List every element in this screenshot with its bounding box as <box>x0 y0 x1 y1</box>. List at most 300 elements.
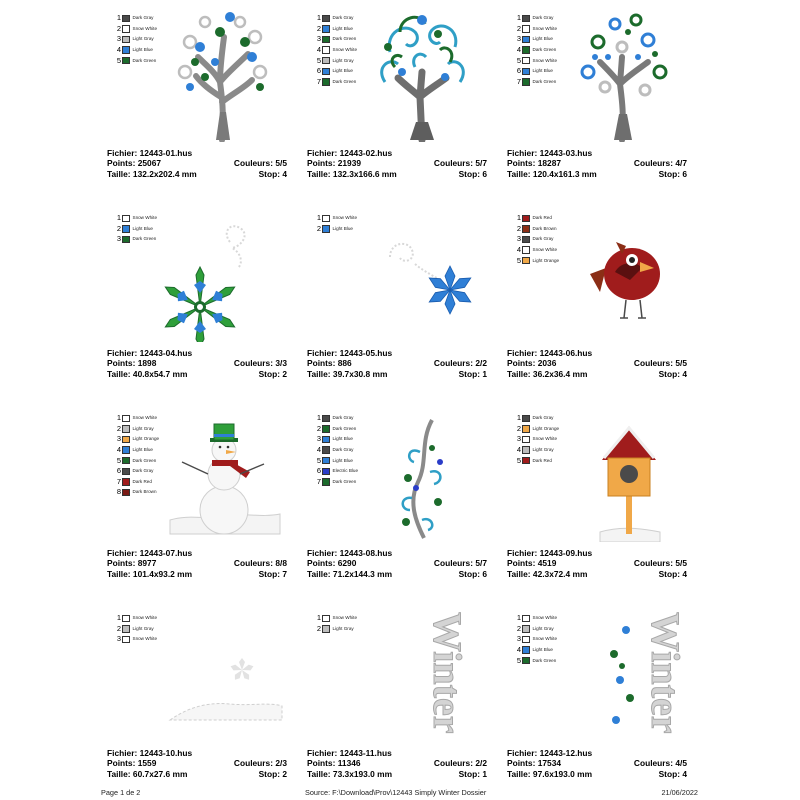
green-snowflake-design-image <box>160 202 290 342</box>
file-name: 12443-08.hus <box>339 548 393 558</box>
thread-color-name: Light Gray <box>532 447 554 453</box>
info-left <box>107 769 187 779</box>
color-swatch <box>522 215 530 223</box>
legend-row <box>514 624 557 635</box>
color-swatch <box>522 636 530 644</box>
info-left <box>307 348 392 358</box>
thread-color-name: Light Blue <box>332 25 353 31</box>
info-left <box>107 558 156 568</box>
info-row <box>507 148 687 158</box>
info-row <box>307 769 487 779</box>
info-row <box>107 358 287 368</box>
info-row <box>307 169 487 179</box>
file-label: Fichier: <box>307 348 340 358</box>
thread-color-name: Dark Gray <box>332 415 354 421</box>
color-swatch <box>522 236 530 244</box>
thread-color-name: Dark Green <box>532 78 557 84</box>
legend-row <box>114 413 159 424</box>
thread-color-name: Light Blue <box>132 447 153 453</box>
file-name: 12443-02.hus <box>339 148 393 158</box>
thread-color-name: Light Gray <box>532 625 554 631</box>
legend-number: 8 <box>116 487 121 497</box>
color-swatch <box>322 625 330 633</box>
snow-mound-design-image <box>160 602 290 742</box>
legend-number: 3 <box>316 434 321 444</box>
thread-legend <box>514 413 559 466</box>
design-card <box>100 400 300 600</box>
file-name: 12443-05.hus <box>339 348 393 358</box>
info-right <box>459 569 487 579</box>
color-swatch <box>522 246 530 254</box>
info-right <box>259 169 287 179</box>
color-swatch <box>322 36 330 44</box>
design-card <box>500 0 700 200</box>
thread-legend <box>514 213 559 266</box>
legend-number: 2 <box>116 423 121 433</box>
cardinal-bird-design-image <box>560 202 690 342</box>
size-label: Taille: <box>307 568 333 579</box>
points-label: Points: <box>307 758 338 769</box>
color-swatch <box>122 436 130 444</box>
legend-number: 3 <box>116 234 121 244</box>
legend-number: 4 <box>316 445 321 455</box>
stop-label: Stop: <box>658 768 683 779</box>
legend-number: 4 <box>516 245 521 255</box>
legend-row <box>514 224 559 235</box>
size-label: Taille: <box>307 368 333 379</box>
thread-color-name: Light Gray <box>132 36 154 42</box>
thread-legend <box>314 13 357 87</box>
thread-color-name: Light Blue <box>532 68 553 74</box>
snowman-design-image <box>160 402 290 542</box>
legend-row <box>314 224 357 235</box>
colors-label: Couleurs: <box>233 358 276 369</box>
thread-color-name: Dark Red <box>132 478 152 484</box>
legend-number: 2 <box>316 623 321 633</box>
legend-number: 3 <box>116 634 121 644</box>
colors-value: 4/5 <box>675 758 687 769</box>
thread-color-name: Light Gray <box>132 425 154 431</box>
info-row <box>307 348 487 358</box>
stop-value: 1 <box>482 768 487 779</box>
colors-value: 5/7 <box>475 158 487 169</box>
color-swatch <box>122 46 130 54</box>
thread-legend <box>114 13 157 66</box>
color-swatch <box>122 15 130 23</box>
color-swatch <box>522 446 530 454</box>
color-swatch <box>122 478 130 486</box>
legend-row <box>514 634 557 645</box>
legend-number: 5 <box>516 655 521 665</box>
points-value: 4519 <box>537 558 557 569</box>
legend-row <box>514 34 557 45</box>
colors-label: Couleurs: <box>233 758 276 769</box>
thread-color-name: Light Blue <box>332 457 353 463</box>
info-left <box>507 548 592 558</box>
legend-number: 1 <box>516 13 521 23</box>
size-value: 39.7x30.8 mm <box>332 368 388 379</box>
points-value: 886 <box>337 358 352 369</box>
file-label: Fichier: <box>307 748 340 758</box>
winter-word-text: Winter <box>643 612 688 734</box>
thread-color-name: Dark Green <box>332 78 357 84</box>
legend-row <box>114 234 157 245</box>
color-swatch <box>122 415 130 423</box>
points-value: 17534 <box>537 758 562 769</box>
info-right <box>459 769 487 779</box>
design-card <box>100 200 300 400</box>
info-left <box>107 169 197 179</box>
points-value: 11346 <box>337 758 361 769</box>
legend-number: 7 <box>116 476 121 486</box>
thread-color-name: Snow White <box>532 615 558 621</box>
color-swatch <box>322 615 330 623</box>
thread-legend <box>314 213 357 234</box>
thread-color-name: Dark Green <box>132 457 157 463</box>
colors-value: 2/2 <box>475 358 487 369</box>
stop-label: Stop: <box>258 168 283 179</box>
legend-row <box>514 445 559 456</box>
points-value: 2036 <box>537 358 557 369</box>
info-row <box>507 158 687 168</box>
birdhouse-design-image <box>560 402 690 542</box>
legend-number: 5 <box>516 255 521 265</box>
colors-value: 5/5 <box>675 558 687 569</box>
color-swatch <box>322 78 330 86</box>
thread-color-name: Snow White <box>532 57 558 63</box>
colors-value: 5/7 <box>475 558 487 569</box>
info-left <box>107 758 156 768</box>
legend-row <box>114 424 159 435</box>
info-right <box>259 369 287 379</box>
legend-row <box>514 655 557 666</box>
color-swatch <box>522 657 530 665</box>
info-left <box>507 169 597 179</box>
design-info <box>107 548 287 579</box>
info-row <box>307 158 487 168</box>
points-label: Points: <box>307 558 338 569</box>
design-info <box>107 748 287 779</box>
info-row <box>507 769 687 779</box>
legend-row <box>314 466 358 477</box>
legend-number: 6 <box>116 466 121 476</box>
thread-color-name: Light Blue <box>132 47 153 53</box>
legend-row <box>514 234 559 245</box>
legend-row <box>114 55 157 66</box>
legend-row <box>114 34 157 45</box>
color-swatch <box>522 57 530 65</box>
thread-legend <box>114 213 157 245</box>
points-label: Points: <box>507 758 538 769</box>
thread-color-name: Light Gray <box>132 625 154 631</box>
stop-label: Stop: <box>658 568 683 579</box>
design-info <box>307 548 487 579</box>
color-swatch <box>522 25 530 33</box>
info-row <box>107 748 287 758</box>
thread-color-name: Light Gray <box>332 57 354 63</box>
color-swatch <box>522 36 530 44</box>
points-value: 25067 <box>137 158 162 169</box>
color-swatch <box>322 46 330 54</box>
info-row <box>107 369 287 379</box>
info-right <box>659 569 687 579</box>
info-row <box>507 758 687 768</box>
info-right <box>434 158 487 168</box>
legend-row <box>514 434 559 445</box>
legend-row <box>514 45 557 56</box>
design-card <box>300 400 500 600</box>
thread-color-name: Snow White <box>332 47 358 53</box>
thread-color-name: Snow White <box>532 247 558 253</box>
color-swatch <box>122 636 130 644</box>
legend-row <box>514 66 557 77</box>
info-row <box>107 148 287 158</box>
stop-value: 7 <box>282 568 287 579</box>
color-swatch <box>322 446 330 454</box>
colors-value: 2/2 <box>475 758 487 769</box>
info-right <box>234 358 287 368</box>
tree-design-image <box>160 2 290 142</box>
points-value: 1898 <box>137 358 157 369</box>
design-info <box>507 548 687 579</box>
legend-row <box>514 613 557 624</box>
color-swatch <box>122 225 130 233</box>
info-left <box>507 369 587 379</box>
legend-row <box>514 645 557 656</box>
legend-number: 2 <box>516 23 521 33</box>
info-row <box>307 558 487 568</box>
thread-color-name: Dark Gray <box>132 15 154 21</box>
thread-color-name: Dark Green <box>332 478 357 484</box>
color-swatch <box>122 36 130 44</box>
legend-number: 3 <box>516 234 521 244</box>
design-info <box>507 748 687 779</box>
legend-row <box>314 34 357 45</box>
thread-legend <box>314 413 358 487</box>
thread-color-name: Snow White <box>332 215 358 221</box>
blue-snowflake-design-image <box>360 202 490 342</box>
info-left <box>307 369 387 379</box>
legend-number: 5 <box>516 455 521 465</box>
info-right <box>634 358 687 368</box>
stop-label: Stop: <box>258 368 283 379</box>
file-name: 12443-01.hus <box>139 148 193 158</box>
info-row <box>107 569 287 579</box>
legend-row <box>314 45 357 56</box>
color-swatch <box>522 436 530 444</box>
footer-page: Page 1 de 2 <box>101 788 141 797</box>
thread-color-name: Dark Gray <box>532 15 554 21</box>
vine-swirl-design-image <box>360 402 490 542</box>
size-value: 132.2x202.4 mm <box>132 168 197 179</box>
stop-label: Stop: <box>658 368 683 379</box>
info-row <box>107 169 287 179</box>
colors-value: 5/5 <box>275 158 287 169</box>
size-value: 71.2x144.3 mm <box>332 568 393 579</box>
size-value: 73.3x193.0 mm <box>332 768 393 779</box>
color-swatch <box>122 625 130 633</box>
points-label: Points: <box>507 158 538 169</box>
winter-snowflakes-design-image <box>560 602 690 742</box>
size-value: 40.8x54.7 mm <box>132 368 188 379</box>
legend-number: 5 <box>516 55 521 65</box>
info-row <box>307 148 487 158</box>
size-label: Taille: <box>507 168 533 179</box>
legend-number: 2 <box>316 223 321 233</box>
color-swatch <box>322 225 330 233</box>
file-label: Fichier: <box>507 548 540 558</box>
thread-color-name: Dark Brown <box>132 489 157 495</box>
colors-label: Couleurs: <box>633 158 676 169</box>
thread-color-name: Snow White <box>132 415 158 421</box>
legend-row <box>114 213 157 224</box>
points-label: Points: <box>107 558 138 569</box>
legend-row <box>114 487 159 498</box>
points-label: Points: <box>507 558 538 569</box>
legend-row <box>514 255 559 266</box>
legend-number: 3 <box>316 34 321 44</box>
info-row <box>107 758 287 768</box>
info-right <box>434 758 487 768</box>
legend-number: 1 <box>516 413 521 423</box>
points-label: Points: <box>107 758 138 769</box>
info-right <box>434 558 487 568</box>
legend-number: 2 <box>316 423 321 433</box>
info-row <box>107 348 287 358</box>
info-left <box>507 769 592 779</box>
legend-number: 1 <box>316 13 321 23</box>
color-swatch <box>122 236 130 244</box>
legend-number: 3 <box>516 34 521 44</box>
legend-row <box>314 13 357 24</box>
design-card <box>500 600 700 800</box>
info-right <box>659 369 687 379</box>
thread-color-name: Dark Gray <box>532 236 554 242</box>
legend-row <box>514 77 557 88</box>
info-left <box>507 758 561 768</box>
file-label: Fichier: <box>107 148 140 158</box>
points-value: 21939 <box>337 158 362 169</box>
stop-label: Stop: <box>458 768 483 779</box>
legend-row <box>314 77 357 88</box>
legend-row <box>114 624 157 635</box>
legend-row <box>514 424 559 435</box>
design-card <box>300 600 500 800</box>
thread-color-name: Dark Red <box>532 457 552 463</box>
info-right <box>659 769 687 779</box>
info-row <box>507 558 687 568</box>
legend-number: 4 <box>116 445 121 455</box>
color-swatch <box>122 215 130 223</box>
legend-row <box>114 224 157 235</box>
stop-value: 6 <box>482 568 487 579</box>
info-left <box>107 548 192 558</box>
info-left <box>107 158 161 168</box>
points-label: Points: <box>107 158 138 169</box>
info-row <box>107 769 287 779</box>
thread-color-name: Light Blue <box>332 68 353 74</box>
stop-value: 2 <box>282 368 287 379</box>
thread-color-name: Light Orange <box>532 425 560 431</box>
legend-number: 2 <box>516 423 521 433</box>
thread-color-name: Light Blue <box>132 225 153 231</box>
legend-row <box>314 66 357 77</box>
info-left <box>307 558 356 568</box>
thread-color-name: Light Gray <box>332 625 354 631</box>
file-label: Fichier: <box>107 748 140 758</box>
color-swatch <box>322 415 330 423</box>
points-label: Points: <box>107 358 138 369</box>
file-label: Fichier: <box>107 348 140 358</box>
thread-color-name: Snow White <box>132 615 158 621</box>
colors-label: Couleurs: <box>233 158 276 169</box>
size-value: 60.7x27.6 mm <box>132 768 188 779</box>
info-left <box>307 748 392 758</box>
info-left <box>307 148 392 158</box>
file-name: 12443-06.hus <box>539 348 593 358</box>
colors-label: Couleurs: <box>433 158 476 169</box>
colors-label: Couleurs: <box>433 758 476 769</box>
design-card <box>500 200 700 400</box>
info-left <box>307 769 392 779</box>
legend-number: 4 <box>516 645 521 655</box>
legend-number: 7 <box>516 76 521 86</box>
thread-color-name: Snow White <box>332 615 358 621</box>
file-name: 12443-04.hus <box>139 348 193 358</box>
winter-word-text: Winter <box>425 612 470 734</box>
color-swatch <box>522 46 530 54</box>
color-swatch <box>522 457 530 465</box>
legend-row <box>314 613 357 624</box>
thread-color-name: Dark Green <box>132 57 157 63</box>
legend-number: 4 <box>516 445 521 455</box>
color-swatch <box>122 489 130 497</box>
legend-row <box>314 413 358 424</box>
thread-legend <box>114 613 157 645</box>
info-right <box>459 369 487 379</box>
colors-label: Couleurs: <box>433 558 476 569</box>
thread-color-name: Dark Gray <box>132 468 154 474</box>
info-left <box>307 569 392 579</box>
color-swatch <box>522 15 530 23</box>
thread-color-name: Light Blue <box>332 225 353 231</box>
thread-color-name: Light Blue <box>332 436 353 442</box>
color-swatch <box>322 57 330 65</box>
color-swatch <box>122 468 130 476</box>
legend-row <box>514 13 557 24</box>
color-swatch <box>322 436 330 444</box>
legend-number: 5 <box>316 55 321 65</box>
info-right <box>634 158 687 168</box>
size-value: 36.2x36.4 mm <box>532 368 588 379</box>
legend-row <box>514 455 559 466</box>
info-left <box>507 569 587 579</box>
info-row <box>307 548 487 558</box>
info-left <box>507 558 556 568</box>
size-label: Taille: <box>107 368 133 379</box>
info-left <box>107 569 192 579</box>
file-label: Fichier: <box>107 548 140 558</box>
points-label: Points: <box>507 358 538 369</box>
thread-color-name: Light Orange <box>532 257 560 263</box>
stop-value: 1 <box>482 368 487 379</box>
thread-color-name: Dark Brown <box>532 225 557 231</box>
file-name: 12443-03.hus <box>539 148 593 158</box>
thread-color-name: Dark Green <box>532 47 557 53</box>
legend-number: 2 <box>116 623 121 633</box>
legend-row <box>314 424 358 435</box>
color-swatch <box>322 25 330 33</box>
